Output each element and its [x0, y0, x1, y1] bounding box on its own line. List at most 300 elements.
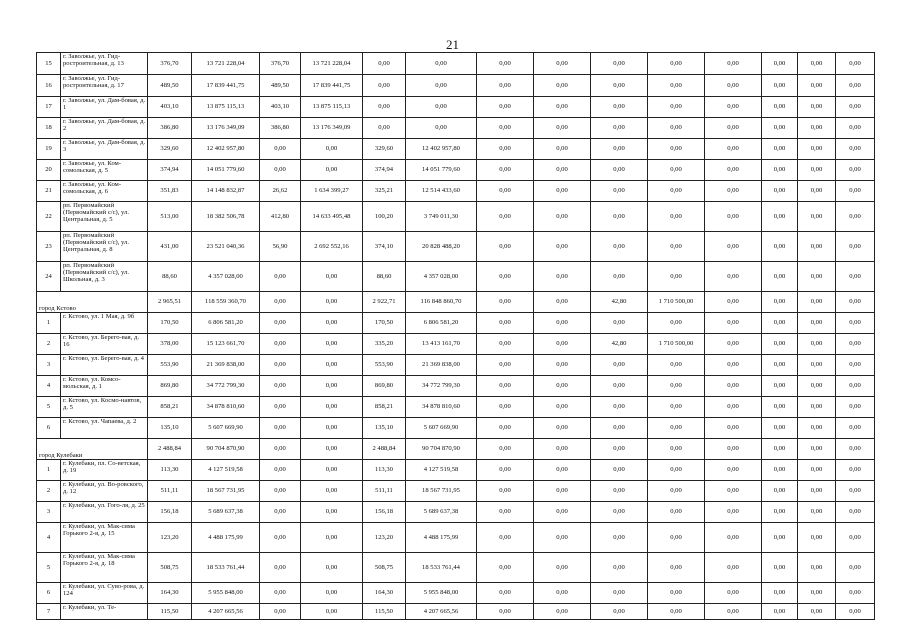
table-row: [37, 53, 875, 75]
value-cell: 0,00: [836, 418, 875, 439]
value-cell: 0,00: [836, 583, 875, 604]
value-cell: 0,00: [836, 139, 875, 160]
value-cell: 0,00: [591, 232, 648, 262]
value-cell: 113,30: [363, 460, 406, 481]
value-cell: 164,30: [148, 583, 192, 604]
value-cell: 0,00: [534, 604, 591, 620]
value-cell: 0,00: [260, 583, 301, 604]
value-cell: 0,00: [260, 139, 301, 160]
value-cell: 0,00: [534, 53, 591, 75]
value-cell: 0,00: [363, 118, 406, 139]
value-cell: 869,80: [363, 376, 406, 397]
value-cell: 0,00: [836, 355, 875, 376]
value-cell: 325,21: [363, 181, 406, 202]
value-cell: 1 710 500,00: [648, 292, 705, 313]
value-cell: 0,00: [648, 262, 705, 292]
row-number: 4: [37, 376, 61, 397]
row-number: 16: [37, 75, 61, 97]
value-cell: 431,00: [148, 232, 192, 262]
value-cell: 0,00: [591, 502, 648, 523]
value-cell: 0,00: [762, 53, 798, 75]
value-cell: 88,60: [148, 262, 192, 292]
value-cell: 113,30: [148, 460, 192, 481]
value-cell: 0,00: [477, 502, 534, 523]
value-cell: 0,00: [477, 53, 534, 75]
value-cell: 2 488,84: [148, 439, 192, 460]
row-number: 7: [37, 604, 61, 620]
register-body: [37, 53, 875, 620]
row-number: 3: [37, 502, 61, 523]
value-cell: 156,18: [148, 502, 192, 523]
value-cell: 0,00: [705, 53, 762, 75]
value-cell: 0,00: [648, 397, 705, 418]
value-cell: 0,00: [591, 418, 648, 439]
value-cell: 0,00: [798, 355, 836, 376]
value-cell: 0,00: [762, 397, 798, 418]
value-cell: 12 514 433,60: [406, 181, 477, 202]
value-cell: 351,83: [148, 181, 192, 202]
table-row: [37, 583, 875, 604]
value-cell: 116 848 860,70: [406, 292, 477, 313]
value-cell: 0,00: [705, 439, 762, 460]
value-cell: 0,00: [260, 418, 301, 439]
value-cell: 0,00: [705, 202, 762, 232]
address-cell: г. Кстово, ул. Космо-навтов, д. 5: [61, 397, 148, 418]
value-cell: 0,00: [798, 202, 836, 232]
value-cell: 0,00: [648, 160, 705, 181]
value-cell: 0,00: [705, 376, 762, 397]
value-cell: 0,00: [762, 583, 798, 604]
row-number: 19: [37, 139, 61, 160]
value-cell: 0,00: [836, 313, 875, 334]
row-number: 6: [37, 583, 61, 604]
value-cell: 0,00: [798, 460, 836, 481]
value-cell: 0,00: [406, 53, 477, 75]
value-cell: 115,50: [363, 604, 406, 620]
value-cell: 14 148 832,87: [192, 181, 260, 202]
value-cell: 34 772 799,30: [192, 376, 260, 397]
value-cell: 376,70: [260, 53, 301, 75]
value-cell: 0,00: [477, 97, 534, 118]
value-cell: 0,00: [591, 118, 648, 139]
value-cell: 0,00: [534, 583, 591, 604]
address-cell: г. Кулебаки, ул. Во-ровского, д. 12: [61, 481, 148, 502]
value-cell: 0,00: [648, 53, 705, 75]
value-cell: 0,00: [534, 553, 591, 583]
value-cell: 5 955 848,00: [192, 583, 260, 604]
value-cell: 0,00: [260, 397, 301, 418]
value-cell: 0,00: [260, 262, 301, 292]
value-cell: 0,00: [836, 376, 875, 397]
address-cell: г. Заволжье, ул. Дам-бовая, д. 2: [61, 118, 148, 139]
address-cell: г. Заволжье, ул. Ком-сомольская, д. 6: [61, 181, 148, 202]
value-cell: 0,00: [301, 262, 363, 292]
value-cell: 0,00: [591, 460, 648, 481]
value-cell: 0,00: [705, 262, 762, 292]
value-cell: 0,00: [260, 481, 301, 502]
value-cell: 4 207 665,56: [192, 604, 260, 620]
value-cell: 18 382 506,78: [192, 202, 260, 232]
value-cell: 0,00: [591, 481, 648, 502]
value-cell: 5 955 848,00: [406, 583, 477, 604]
value-cell: 376,70: [148, 53, 192, 75]
value-cell: 0,00: [591, 53, 648, 75]
value-cell: 0,00: [836, 181, 875, 202]
value-cell: 0,00: [534, 292, 591, 313]
value-cell: 0,00: [477, 583, 534, 604]
value-cell: 164,30: [363, 583, 406, 604]
row-number: 1: [37, 313, 61, 334]
value-cell: 0,00: [301, 439, 363, 460]
value-cell: 17 839 441,75: [301, 75, 363, 97]
value-cell: 0,00: [798, 313, 836, 334]
value-cell: 18 533 761,44: [406, 553, 477, 583]
value-cell: 0,00: [534, 202, 591, 232]
value-cell: 0,00: [648, 97, 705, 118]
row-number: 2: [37, 334, 61, 355]
value-cell: 0,00: [534, 97, 591, 118]
value-cell: 13 176 349,09: [301, 118, 363, 139]
value-cell: 0,00: [762, 313, 798, 334]
value-cell: 0,00: [762, 481, 798, 502]
value-cell: 100,20: [363, 202, 406, 232]
value-cell: 0,00: [477, 553, 534, 583]
value-cell: 0,00: [477, 397, 534, 418]
value-cell: 511,11: [363, 481, 406, 502]
value-cell: 0,00: [301, 160, 363, 181]
table-row: [37, 334, 875, 355]
value-cell: 0,00: [363, 97, 406, 118]
value-cell: 0,00: [648, 604, 705, 620]
table-row: [37, 313, 875, 334]
value-cell: 135,10: [148, 418, 192, 439]
value-cell: 18 533 761,44: [192, 553, 260, 583]
value-cell: 115,50: [148, 604, 192, 620]
table-row: [37, 181, 875, 202]
value-cell: 0,00: [534, 160, 591, 181]
value-cell: 0,00: [798, 397, 836, 418]
address-cell: г. Кстово, ул. Комсо-мольская, д. 1: [61, 376, 148, 397]
value-cell: 0,00: [477, 523, 534, 553]
value-cell: 0,00: [798, 604, 836, 620]
value-cell: 0,00: [477, 118, 534, 139]
row-number: 5: [37, 553, 61, 583]
value-cell: 4 207 665,56: [406, 604, 477, 620]
value-cell: 13 413 161,70: [406, 334, 477, 355]
value-cell: 0,00: [301, 313, 363, 334]
value-cell: 0,00: [301, 481, 363, 502]
value-cell: 0,00: [477, 181, 534, 202]
value-cell: 0,00: [836, 292, 875, 313]
value-cell: 0,00: [762, 460, 798, 481]
table-row: [37, 418, 875, 439]
value-cell: 0,00: [648, 460, 705, 481]
row-number: 17: [37, 97, 61, 118]
value-cell: 0,00: [798, 553, 836, 583]
value-cell: 0,00: [798, 97, 836, 118]
value-cell: 0,00: [648, 583, 705, 604]
value-cell: 123,20: [363, 523, 406, 553]
value-cell: 12 402 957,80: [406, 139, 477, 160]
value-cell: 26,62: [260, 181, 301, 202]
value-cell: 2 965,51: [148, 292, 192, 313]
value-cell: 2 488,84: [363, 439, 406, 460]
value-cell: 0,00: [591, 75, 648, 97]
table-row: [37, 139, 875, 160]
value-cell: 0,00: [534, 262, 591, 292]
value-cell: 0,00: [836, 262, 875, 292]
value-cell: 0,00: [260, 292, 301, 313]
value-cell: 0,00: [477, 418, 534, 439]
value-cell: 0,00: [836, 118, 875, 139]
value-cell: 5 607 669,90: [192, 418, 260, 439]
value-cell: 0,00: [648, 75, 705, 97]
value-cell: 13 875 115,13: [301, 97, 363, 118]
value-cell: 0,00: [534, 355, 591, 376]
value-cell: 858,21: [363, 397, 406, 418]
value-cell: 0,00: [591, 355, 648, 376]
value-cell: 0,00: [648, 139, 705, 160]
value-cell: 4 127 519,58: [406, 460, 477, 481]
row-number: 18: [37, 118, 61, 139]
value-cell: 0,00: [301, 523, 363, 553]
value-cell: 0,00: [260, 553, 301, 583]
row-number: 1: [37, 460, 61, 481]
address-cell: г. Кулебаки, ул. Мак-сима Горького 2-я, д. 18: [61, 553, 148, 583]
value-cell: 0,00: [534, 523, 591, 553]
value-cell: 0,00: [534, 397, 591, 418]
value-cell: 0,00: [705, 160, 762, 181]
row-number: 24: [37, 262, 61, 292]
value-cell: 374,10: [363, 232, 406, 262]
value-cell: 0,00: [836, 97, 875, 118]
table-row: [37, 202, 875, 232]
value-cell: 17 839 441,75: [192, 75, 260, 97]
value-cell: 0,00: [301, 376, 363, 397]
value-cell: 0,00: [477, 439, 534, 460]
address-cell: г. Заволжье, ул. Ком-сомольская, д. 5: [61, 160, 148, 181]
value-cell: 0,00: [762, 160, 798, 181]
value-cell: 13 721 228,04: [192, 53, 260, 75]
value-cell: 0,00: [705, 418, 762, 439]
register-table: [36, 52, 875, 620]
value-cell: 0,00: [301, 502, 363, 523]
value-cell: 0,00: [301, 553, 363, 583]
table-row: [37, 481, 875, 502]
value-cell: 0,00: [477, 202, 534, 232]
address-cell: рп. Первомайский (Первомайский с/с), ул. Школьная, д. 3: [61, 262, 148, 292]
address-cell: г. Кулебаки, пл. Со-ветская, д. 19: [61, 460, 148, 481]
value-cell: 0,00: [798, 481, 836, 502]
value-cell: 0,00: [762, 502, 798, 523]
value-cell: 374,94: [148, 160, 192, 181]
value-cell: 0,00: [798, 160, 836, 181]
address-cell: г. Кулебаки, ул. Те-: [61, 604, 148, 620]
value-cell: 0,00: [648, 118, 705, 139]
value-cell: 123,20: [148, 523, 192, 553]
value-cell: 0,00: [591, 583, 648, 604]
value-cell: 0,00: [762, 418, 798, 439]
value-cell: 0,00: [648, 181, 705, 202]
value-cell: 0,00: [705, 139, 762, 160]
row-number: 21: [37, 181, 61, 202]
value-cell: 386,80: [148, 118, 192, 139]
value-cell: 0,00: [591, 181, 648, 202]
group-label: город Кстово: [37, 292, 148, 313]
value-cell: 0,00: [762, 118, 798, 139]
value-cell: 34 772 799,30: [406, 376, 477, 397]
value-cell: 0,00: [260, 460, 301, 481]
row-number: 6: [37, 418, 61, 439]
address-cell: г. Кстово, ул. Берего-вая, д. 4: [61, 355, 148, 376]
value-cell: 118 559 360,70: [192, 292, 260, 313]
value-cell: 0,00: [301, 583, 363, 604]
value-cell: 14 633 495,48: [301, 202, 363, 232]
value-cell: 0,00: [260, 313, 301, 334]
value-cell: 2 692 552,16: [301, 232, 363, 262]
value-cell: 0,00: [260, 376, 301, 397]
value-cell: 0,00: [648, 553, 705, 583]
value-cell: 0,00: [648, 481, 705, 502]
table-row: [37, 604, 875, 620]
value-cell: 513,00: [148, 202, 192, 232]
value-cell: 0,00: [762, 553, 798, 583]
value-cell: 0,00: [363, 75, 406, 97]
value-cell: 0,00: [798, 583, 836, 604]
table-row: [37, 75, 875, 97]
value-cell: 0,00: [477, 160, 534, 181]
table-row: [37, 232, 875, 262]
value-cell: 0,00: [534, 460, 591, 481]
value-cell: 0,00: [762, 75, 798, 97]
value-cell: 378,00: [148, 334, 192, 355]
value-cell: 0,00: [836, 523, 875, 553]
table-row: [37, 97, 875, 118]
value-cell: 508,75: [148, 553, 192, 583]
value-cell: 0,00: [648, 355, 705, 376]
value-cell: 156,18: [363, 502, 406, 523]
value-cell: 0,00: [705, 523, 762, 553]
value-cell: 4 357 028,00: [192, 262, 260, 292]
value-cell: 0,00: [762, 334, 798, 355]
value-cell: 0,00: [591, 376, 648, 397]
table-row: [37, 523, 875, 553]
address-cell: г. Кстово, ул. Берего-вая, д. 16: [61, 334, 148, 355]
row-number: 20: [37, 160, 61, 181]
value-cell: 0,00: [301, 604, 363, 620]
value-cell: 0,00: [762, 202, 798, 232]
value-cell: 0,00: [836, 460, 875, 481]
value-cell: 0,00: [836, 334, 875, 355]
value-cell: 329,60: [148, 139, 192, 160]
value-cell: 0,00: [477, 376, 534, 397]
value-cell: 869,80: [148, 376, 192, 397]
value-cell: 0,00: [260, 523, 301, 553]
value-cell: 0,00: [705, 604, 762, 620]
value-cell: 0,00: [798, 139, 836, 160]
value-cell: 0,00: [648, 439, 705, 460]
value-cell: 0,00: [836, 604, 875, 620]
value-cell: 6 806 581,20: [406, 313, 477, 334]
value-cell: 553,90: [148, 355, 192, 376]
value-cell: 0,00: [648, 232, 705, 262]
value-cell: 34 878 810,60: [192, 397, 260, 418]
table-row: [37, 460, 875, 481]
value-cell: 0,00: [534, 376, 591, 397]
value-cell: 386,80: [260, 118, 301, 139]
value-cell: 0,00: [705, 232, 762, 262]
value-cell: 34 878 810,60: [406, 397, 477, 418]
value-cell: 329,60: [363, 139, 406, 160]
value-cell: 0,00: [798, 53, 836, 75]
value-cell: 0,00: [477, 232, 534, 262]
value-cell: 0,00: [798, 439, 836, 460]
value-cell: 0,00: [798, 523, 836, 553]
value-cell: 0,00: [301, 292, 363, 313]
group-row: [37, 292, 875, 313]
value-cell: 20 828 488,20: [406, 232, 477, 262]
value-cell: 0,00: [534, 418, 591, 439]
address-cell: рп. Первомайский (Первомайский с/с), ул. Центральная, д. 8: [61, 232, 148, 262]
value-cell: 90 704 870,90: [406, 439, 477, 460]
value-cell: 18 567 731,95: [192, 481, 260, 502]
value-cell: 0,00: [301, 139, 363, 160]
value-cell: 170,50: [148, 313, 192, 334]
value-cell: 0,00: [705, 292, 762, 313]
table-row: [37, 118, 875, 139]
value-cell: 0,00: [260, 604, 301, 620]
value-cell: 0,00: [705, 397, 762, 418]
value-cell: 0,00: [648, 202, 705, 232]
address-cell: г. Заволжье, ул. Дам-бовая, д. 1: [61, 97, 148, 118]
value-cell: 0,00: [260, 502, 301, 523]
value-cell: 0,00: [836, 502, 875, 523]
table-row: [37, 262, 875, 292]
address-cell: рп. Первомайский (Первомайский с/с), ул. Центральная, д. 5: [61, 202, 148, 232]
value-cell: 0,00: [591, 262, 648, 292]
value-cell: 335,20: [363, 334, 406, 355]
value-cell: 0,00: [648, 313, 705, 334]
value-cell: 0,00: [477, 481, 534, 502]
value-cell: 56,90: [260, 232, 301, 262]
value-cell: 0,00: [762, 355, 798, 376]
value-cell: 0,00: [260, 355, 301, 376]
value-cell: 0,00: [477, 262, 534, 292]
table-row: [37, 160, 875, 181]
value-cell: 0,00: [534, 334, 591, 355]
value-cell: 0,00: [406, 97, 477, 118]
group-row: [37, 439, 875, 460]
value-cell: 0,00: [836, 553, 875, 583]
value-cell: 0,00: [836, 53, 875, 75]
value-cell: 0,00: [798, 502, 836, 523]
value-cell: 508,75: [363, 553, 406, 583]
value-cell: 0,00: [762, 604, 798, 620]
value-cell: 0,00: [836, 397, 875, 418]
value-cell: 5 689 637,38: [406, 502, 477, 523]
value-cell: 0,00: [705, 97, 762, 118]
value-cell: 553,90: [363, 355, 406, 376]
value-cell: 0,00: [301, 334, 363, 355]
value-cell: 90 704 870,90: [192, 439, 260, 460]
address-cell: г. Заволжье, ул. Дам-бовая, д. 3: [61, 139, 148, 160]
value-cell: 0,00: [705, 502, 762, 523]
value-cell: 3 749 011,30: [406, 202, 477, 232]
value-cell: 13 721 228,04: [301, 53, 363, 75]
value-cell: 0,00: [705, 460, 762, 481]
table-row: [37, 502, 875, 523]
value-cell: 0,00: [477, 75, 534, 97]
